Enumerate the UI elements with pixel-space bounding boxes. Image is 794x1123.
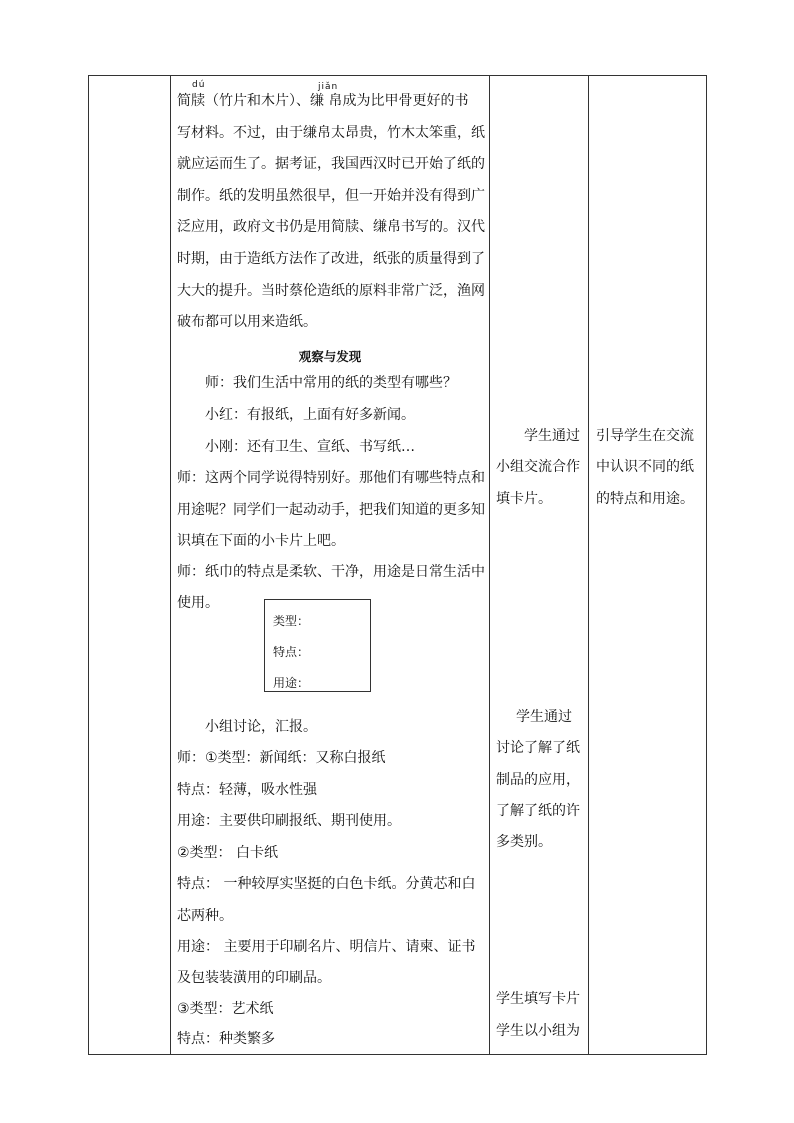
intro-line: 泛应用，政府文书仍是用简牍、缣帛书写的。汉代	[177, 219, 485, 235]
activity-line: 填卡片。	[496, 491, 552, 507]
card-type-label: 类型：	[273, 614, 310, 628]
column-divider	[588, 76, 589, 1054]
dialog-line: 师：我们生活中常用的纸的类型有哪些？	[205, 375, 457, 391]
paper-item-line: 及包装装潢用的印刷品。	[177, 970, 331, 986]
paper-item-line: 用途：主要供印刷报纸、期刊使用。	[177, 813, 401, 829]
dialog-line: 师：这两个同学说得特别好。那他们有哪些特点和	[177, 470, 485, 486]
group-report: 小组讨论，汇报。	[205, 719, 317, 735]
activity-line: 小组交流合作	[496, 459, 580, 475]
card-use-label: 用途：	[273, 676, 310, 690]
column-divider	[489, 76, 490, 1054]
lesson-table	[88, 75, 707, 1055]
dialog-line: 识填在下面的小卡片上吧。	[177, 533, 345, 549]
intent-line: 引导学生在交流	[596, 428, 694, 444]
dialog-line: 师：纸巾的特点是柔软、干净，用途是日常生活中	[177, 564, 485, 580]
activity-line: 学生填写卡片	[496, 991, 580, 1007]
activity-line: 了解了纸的许	[496, 803, 580, 819]
column-divider	[170, 76, 171, 1054]
intro-line: 就应运而生了。据考证，我国西汉时已开始了纸的	[177, 156, 485, 172]
activity-line: 学生通过	[516, 709, 572, 725]
intro-line: 破布都可以用来造纸。	[177, 314, 317, 330]
paper-item-line: ②类型： 白卡纸	[177, 845, 279, 861]
intro-line: 制作。纸的发明虽然很早，但一开始并没有得到广	[177, 188, 485, 204]
intro-line: 时期，由于造纸方法作了改进，纸张的质量得到了	[177, 251, 485, 267]
paper-item-line: 特点： 一种较厚实坚挺的白色卡纸。分黄芯和白	[177, 876, 476, 892]
info-card	[264, 599, 371, 692]
paper-item-line: 师：①类型：新闻纸：又称白报纸	[177, 750, 386, 766]
section-heading: 观察与发现	[298, 349, 362, 364]
dialog-line: 小红：有报纸，上面有好多新闻。	[205, 407, 415, 423]
activity-line: 学生以小组为	[496, 1023, 580, 1039]
intro-line: 简牍（竹片和木片）、缣 帛成为比甲骨更好的书	[177, 93, 469, 109]
activity-line: 制品的应用，	[496, 772, 580, 788]
paper-item-line: 特点：种类繁多	[177, 1031, 275, 1047]
activity-line: 学生通过	[524, 428, 580, 444]
activity-line: 多类别。	[496, 834, 552, 850]
dialog-line: 使用。	[177, 595, 219, 611]
card-feature-label: 特点：	[273, 645, 310, 659]
pinyin-jian: jiǎn	[318, 82, 339, 92]
pinyin-du: dú	[192, 80, 206, 90]
intent-line: 的特点和用途。	[596, 491, 694, 507]
dialog-line: 小刚：还有卫生、宣纸、书写纸…	[205, 439, 415, 455]
activity-line: 讨论了解了纸	[496, 740, 580, 756]
paper-item-line: 特点：轻薄，吸水性强	[177, 782, 317, 798]
intent-line: 中认识不同的纸	[596, 459, 694, 475]
dialog-line: 用途呢？同学们一起动动手，把我们知道的更多知	[177, 502, 485, 518]
intro-line: 写材料。不过，由于缣帛太昂贵，竹木太笨重，纸	[177, 125, 485, 141]
paper-item-line: 芯两种。	[177, 908, 233, 924]
paper-item-line: 用途： 主要用于印刷名片、明信片、请柬、证书	[177, 939, 476, 955]
intro-line: 大大的提升。当时蔡伦造纸的原料非常广泛，渔网	[177, 283, 485, 299]
paper-item-line: ③类型：艺术纸	[177, 1001, 274, 1017]
